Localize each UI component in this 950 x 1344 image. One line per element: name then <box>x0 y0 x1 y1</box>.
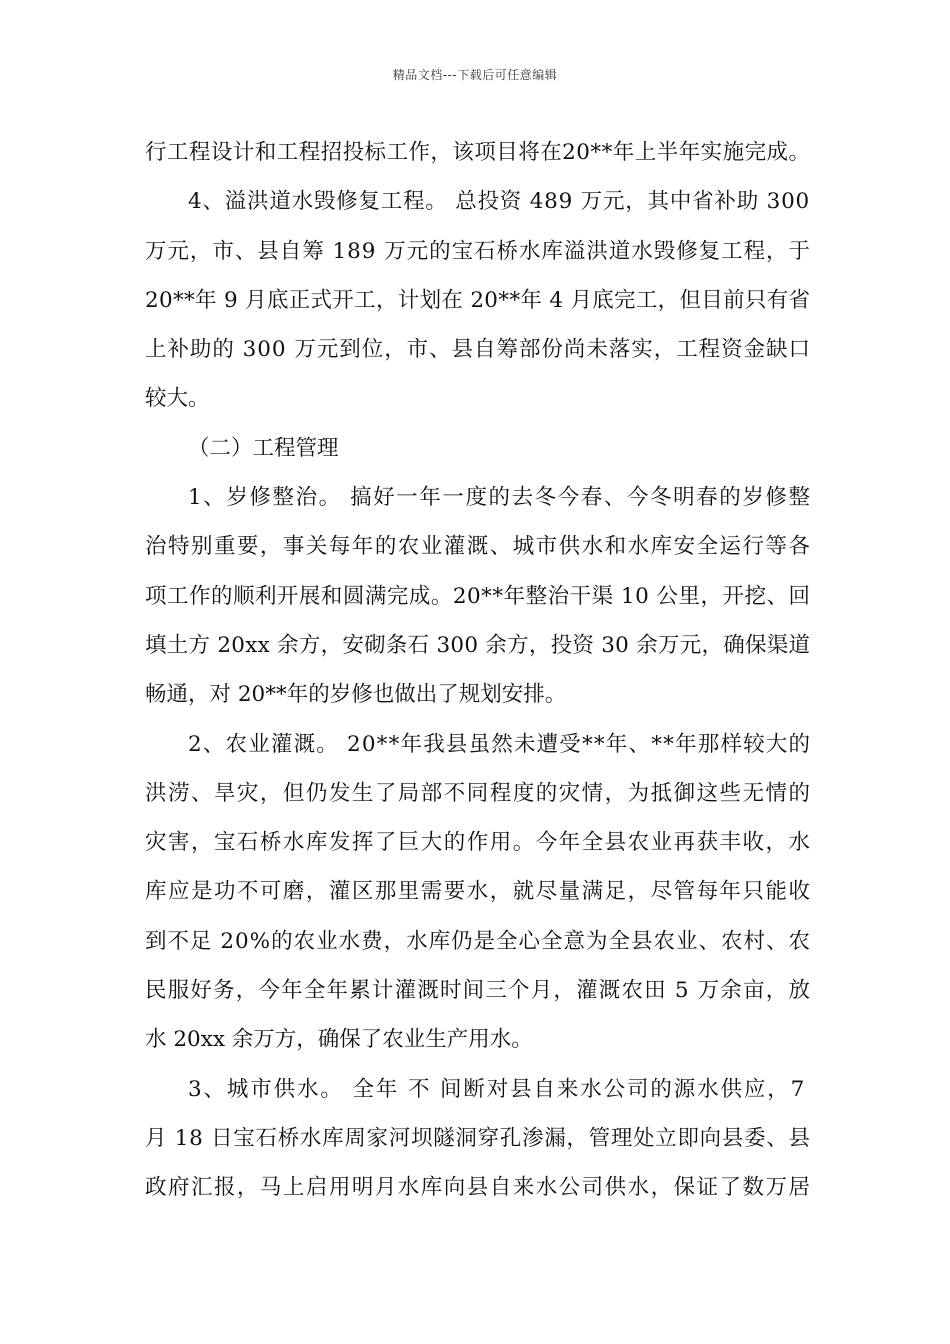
text-line: 灾害，宝石桥水库发挥了巨大的作用。今年全县农业再获丰收，水 <box>145 830 812 856</box>
text-line: （二）工程管理 <box>188 435 339 461</box>
document-body <box>145 128 810 1213</box>
text-line: 3、城市供水。 全年 不 间断对县自来水公司的源水供应，7 <box>188 1076 807 1102</box>
text-line: 万元，市、县自筹 189 万元的宝石桥水库溢洪道水毁修复工程，于 <box>145 238 811 264</box>
text-line: 民服好务，今年全年累计灌溉时间三个月，灌溉农田 5 万余亩，放 <box>145 978 812 1004</box>
text-line: 较大。 <box>145 386 210 412</box>
text-line: 治特别重要，事关每年的农业灌溉、城市供水和水库安全运行等各 <box>145 534 812 560</box>
text-line: 项工作的顺利开展和圆满完成。20**年整治干渠 10 公里，开挖、回 <box>145 583 811 609</box>
text-line: 月 18 日宝石桥水库周家河坝隧洞穿孔渗漏，管理处立即向县委、县 <box>145 1125 811 1151</box>
text-line: 到不足 20%的农业水费，水库仍是全心全意为全县农业、农村、农 <box>145 928 811 954</box>
text-line: 填土方 20xx 余方，安砌条石 300 余方，投资 30 余万元，确保渠道 <box>145 632 811 658</box>
text-line: 库应是功不可磨，灌区那里需要水，就尽量满足，尽管每年只能收 <box>145 879 812 905</box>
page-header: 精品文档---下载后可任意编辑 <box>392 68 558 82</box>
text-line: 畅通，对 20**年的岁修也做出了规划安排。 <box>145 682 567 708</box>
text-line: 1、岁修整治。 搞好一年一度的去冬今春、今冬明春的岁修整 <box>188 485 812 511</box>
text-line: 洪涝、旱灾，但仍发生了局部不同程度的灾情，为抵御这些无情的 <box>145 780 812 806</box>
text-line: 水 20xx 余万方，确保了农业生产用水。 <box>145 1027 533 1053</box>
text-line: 上补助的 300 万元到位，市、县自筹部份尚未落实，工程资金缺口 <box>145 337 811 363</box>
text-line: 2、农业灌溉。 20**年我县虽然未遭受**年、**年那样较大的 <box>188 731 812 757</box>
text-line: 20**年 9 月底正式开工，计划在 20**年 4 月底完工，但目前只有省 <box>145 287 811 313</box>
text-line: 4、溢洪道水毁修复工程。 总投资 489 万元，其中省补助 300 <box>188 189 810 215</box>
text-line: 政府汇报，马上启用明月水库向县自来水公司供水，保证了数万居 <box>145 1175 812 1201</box>
text-line: 行工程设计和工程招投标工作，该项目将在20**年上半年实施完成。 <box>145 140 811 165</box>
